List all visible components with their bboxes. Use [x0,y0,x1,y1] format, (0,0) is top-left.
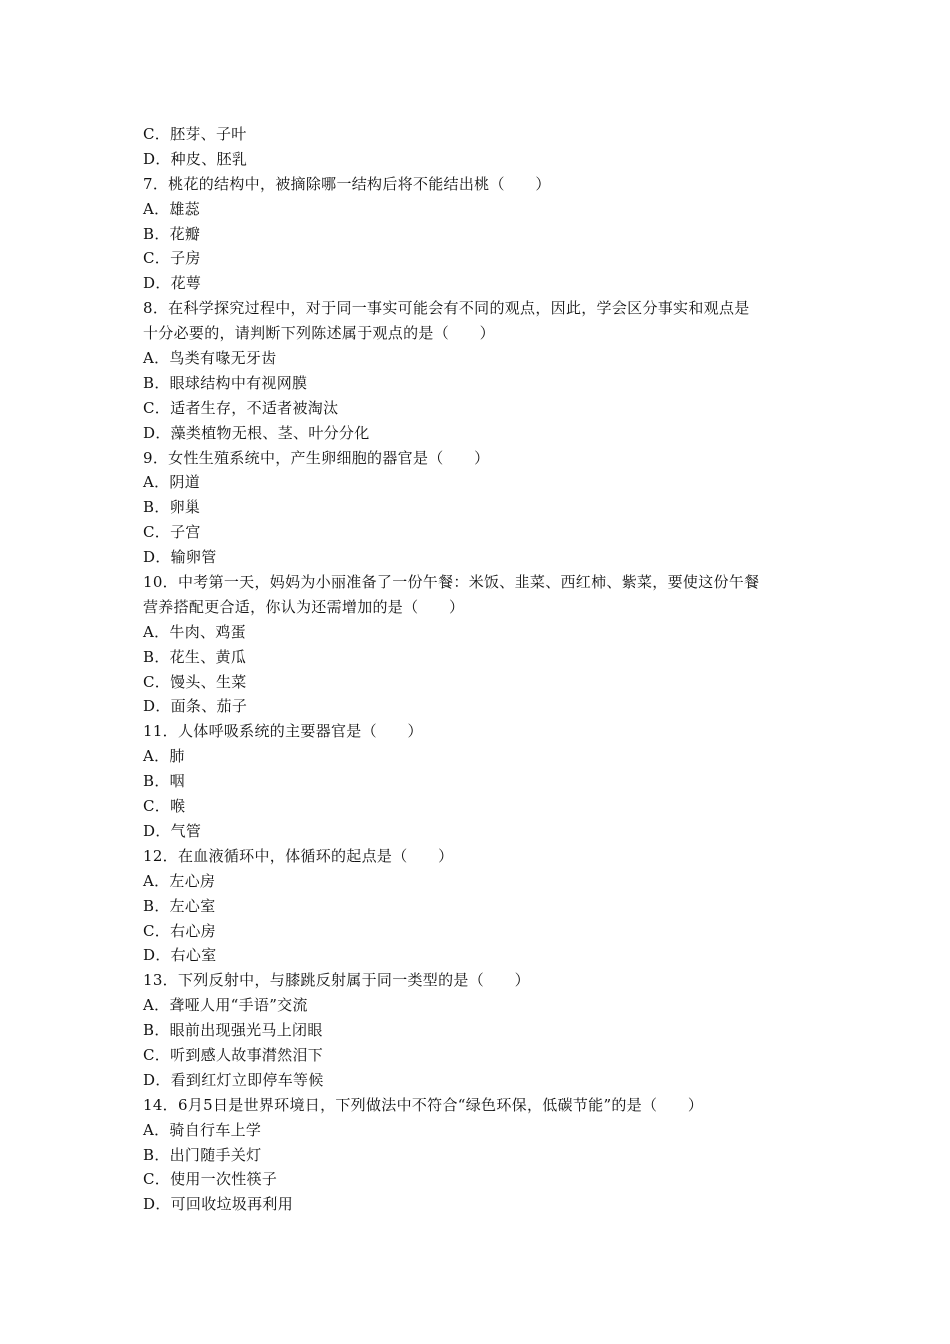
question-11: 11．人体呼吸系统的主要器官是（ ） [143,722,423,741]
option-line: D．藻类植物无根、茎、叶分分化 [143,423,370,442]
document-page [143,122,823,1217]
option-line: B．左心室 [143,896,216,915]
option-line: C．子宫 [143,523,201,542]
question-10: 10．中考第一天，妈妈为小丽准备了一份午餐：米饭、韭菜、西红柿、紫菜，要使这份午餐 [143,573,760,592]
option-line: B．眼球结构中有视网膜 [143,373,308,392]
option-line: C．馒头、生菜 [143,672,247,691]
option-line: B．咽 [143,772,185,791]
option-line: A．肺 [143,747,185,766]
option-line: A．左心房 [143,871,216,890]
option-line: B．花生、黄瓜 [143,647,247,666]
option-line: C．胚芽、子叶 [143,125,247,143]
option-line: C．右心房 [143,921,216,940]
question-9: 9．女性生殖系统中，产生卵细胞的器官是（ ） [143,448,490,467]
question-10-continued: 营养搭配更合适，你认为还需增加的是（ ） [143,597,465,616]
option-line: C．子房 [143,249,201,268]
option-line: A．雄蕊 [143,199,201,218]
option-line: A．牛肉、鸡蛋 [143,622,246,641]
question-7: 7．桃花的结构中，被摘除哪一结构后将不能结出桃（ ） [143,174,551,193]
option-line: D．种皮、胚乳 [143,149,248,168]
option-line: C．适者生存，不适者被淘汰 [143,398,339,417]
option-line: C．喉 [143,797,186,816]
question-8: 8．在科学探究过程中，对于同一事实可能会有不同的观点，因此，学会区分事实和观点是 [143,299,750,318]
option-line: D．气管 [143,821,202,840]
option-line: D．可回收垃圾再利用 [143,1195,294,1214]
option-line: B．卵巢 [143,498,201,517]
option-line: D．看到红灯立即停车等候 [143,1070,324,1089]
option-line: D．输卵管 [143,548,217,567]
option-line: B．眼前出现强光马上闭眼 [143,1021,323,1040]
option-line: D．花萼 [143,274,202,293]
option-line: A．阴道 [143,473,201,492]
question-8-continued: 十分必要的，请判断下列陈述属于观点的是（ ） [143,324,495,343]
question-13: 13．下列反射中，与膝跳反射属于同一类型的是（ ） [143,971,530,990]
option-line: D．右心室 [143,946,217,965]
option-line: C．听到感人故事潸然泪下 [143,1045,324,1064]
option-line: A．聋哑人用“手语”交流 [143,996,308,1015]
option-line: B．花瓣 [143,224,201,243]
option-line: A．鸟类有喙无牙齿 [143,349,277,368]
question-12: 12．在血液循环中，体循环的起点是（ ） [143,846,454,865]
question-14: 14．6月5日是世界环境日，下列做法中不符合“绿色环保，低碳节能”的是（ ） [143,1095,704,1114]
option-line: A．骑自行车上学 [143,1120,262,1139]
option-line: B．出门随手关灯 [143,1145,262,1164]
option-line: C．使用一次性筷子 [143,1170,278,1189]
option-line: D．面条、茄子 [143,697,248,716]
